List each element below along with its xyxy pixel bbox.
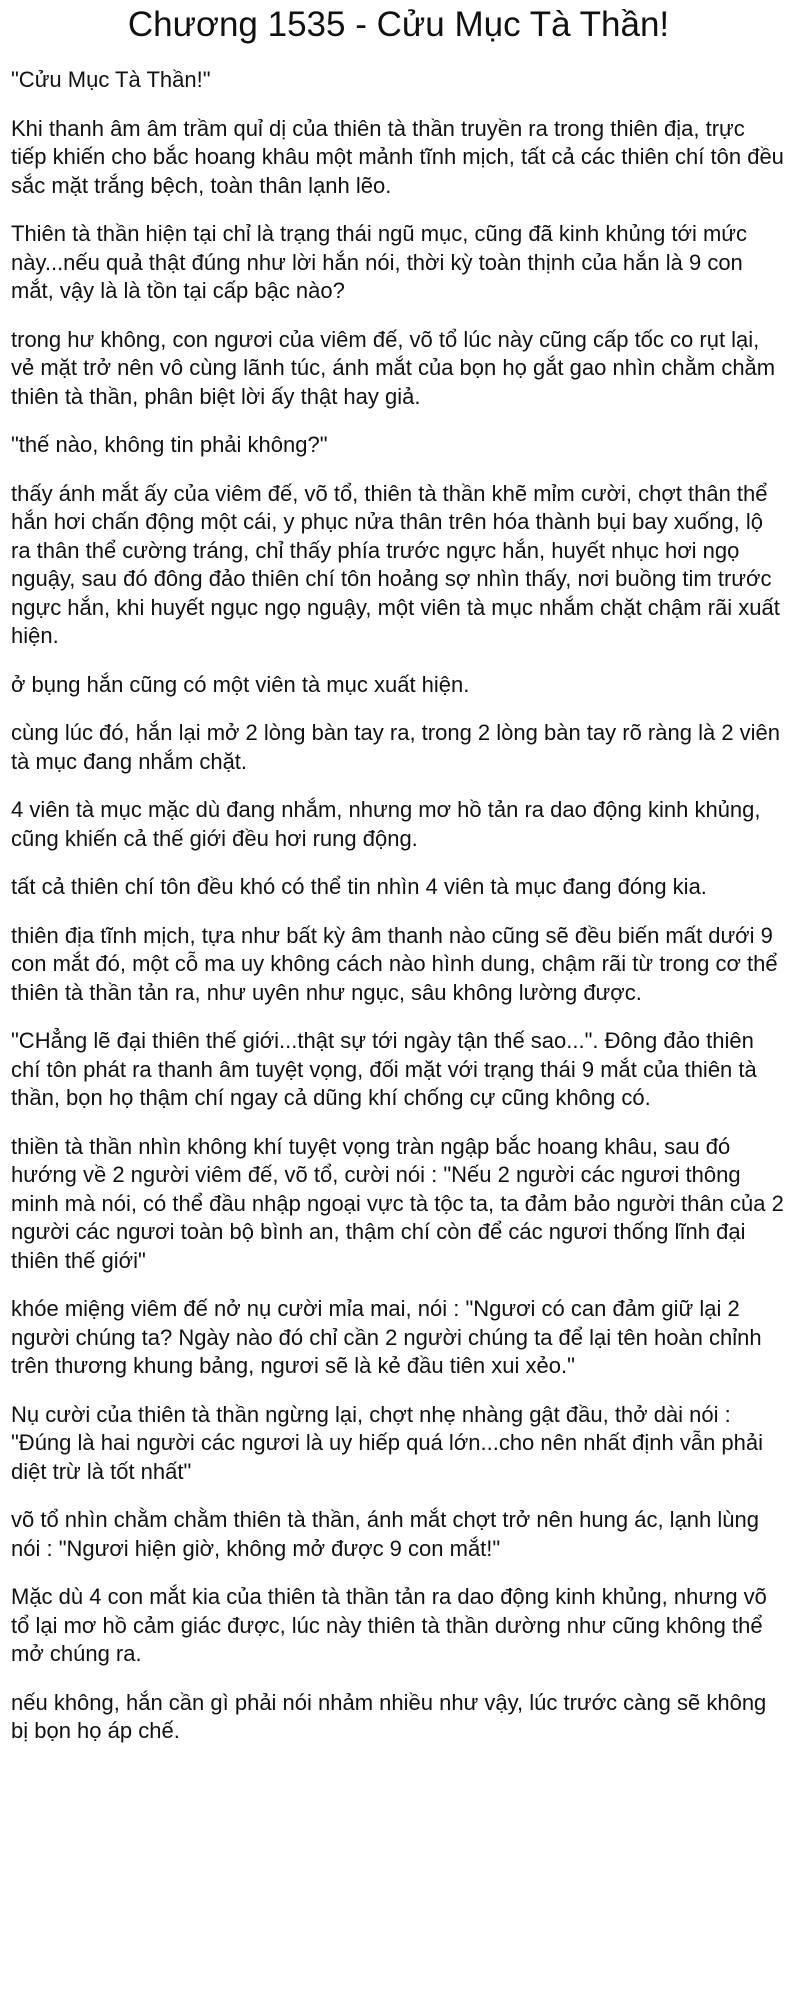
paragraph: ở bụng hắn cũng có một viên tà mục xuất hiện.	[11, 671, 470, 697]
paragraph: võ tổ nhìn chằm chằm thiên tà thần, ánh mắt chợt trở nên hung ác, lạnh lùng nói : "Ngươi hiện giờ, không mở được 9 con mắt!"	[11, 1507, 759, 1561]
paragraph: nếu không, hắn cần gì phải nói nhảm nhiều như vậy, lúc trước càng sẽ không bị bọn họ áp chế.	[11, 1689, 767, 1743]
paragraph: "thế nào, không tin phải không?"	[11, 432, 328, 457]
paragraph: thấy ánh mắt ấy của viêm đế, võ tổ, thiên tà thần khẽ mỉm cười, chợt thân thể hắn hơi chấn động một cái, y phục nửa thân trên hóa thành bụi bay xuống, lộ ra thân thể cường tráng, chỉ thấy phía trước ngực hắn, huyết nhục hơi ngọ nguậy, sau đó đông đảo thiên chí tôn hoảng sợ nhìn thấy, nơi buồng tim trước ngực hắn, khi huyết ngục ngọ nguậy, một viên tà mục nhắm chặt chậm rãi xuất hiện.	[11, 480, 780, 648]
paragraph: khóe miệng viêm đế nở nụ cười mỉa mai, nói : "Ngươi có can đảm giữ lại 2 người chúng ta? Ngày nào đó chỉ cần 2 người chúng ta để lại tên hoàn chỉnh trên thương khung bảng, ngươi sẽ là kẻ đầu tiên xui xẻo."	[11, 1296, 762, 1378]
paragraph: Nụ cười của thiên tà thần ngừng lại, chợt nhẹ nhàng gật đầu, thở dài nói : "Đúng là hai người các ngươi là uy hiếp quá lớn...cho nên nhất định vẫn phải diệt trừ là tốt nhất"	[11, 1401, 764, 1484]
paragraph: 4 viên tà mục mặc dù đang nhắm, nhưng mơ hồ tản ra dao động kinh khủng, cũng khiến cả thế giới đều hơi rung động.	[11, 797, 761, 851]
paragraph: cùng lúc đó, hắn lại mở 2 lòng bàn tay ra, trong 2 lòng bàn tay rõ ràng là 2 viên tà mục đang nhắm chặt.	[11, 720, 781, 774]
paragraph: "Cửu Mục Tà Thần!"	[11, 67, 211, 92]
paragraph: thiền tà thần nhìn không khí tuyệt vọng tràn ngập bắc hoang khâu, sau đó hướng về 2 người viêm đế, võ tổ, cười nói : "Nếu 2 người các ngươi thông minh mà nói, có thể đầu nhập ngoại vực tà tộc ta, ta đảm bảo người thân của 2 người các ngươi toàn bộ bình an, thậm chí còn để các ngươi thống lĩnh đại thiên thế giới"	[11, 1133, 784, 1273]
paragraph: thiên địa tĩnh mịch, tựa như bất kỳ âm thanh nào cũng sẽ đều biến mất dưới 9 con mắt đó, một cỗ ma uy không cách nào hình dung, chậm rãi từ trong cơ thể thiên tà thần tản ra, như uyên như ngục, sâu không lường được.	[11, 922, 778, 1005]
paragraph: "CHẳng lẽ đại thiên thế giới...thật sự tới ngày tận thế sao...". Đông đảo thiên chí tôn phát ra thanh âm tuyệt vọng, đối mặt với trạng thái 9 mắt của thiên tà thần, bọn họ thậm chí ngay cả dũng khí chống cự cũng không có.	[11, 1028, 757, 1110]
paragraph: Thiên tà thần hiện tại chỉ là trạng thái ngũ mục, cũng đã kinh khủng tới mức này...nếu quả thật đúng như lời hắn nói, thời kỳ toàn thịnh của hắn là 9 con mắt, vậy là là tồn tại cấp bậc nào?	[11, 221, 748, 303]
paragraph: trong hư không, con ngươi của viêm đế, võ tổ lúc này cũng cấp tốc co rụt lại, vẻ mặt trở nên vô cùng lãnh túc, ánh mắt của bọn họ gắt gao nhìn chằm chằm thiên tà thần, phân biệt lời ấy thật hay giả.	[11, 326, 776, 409]
paragraph: Mặc dù 4 con mắt kia của thiên tà thần tản ra dao động kinh khủng, nhưng võ tổ lại mơ hồ cảm giác được, lúc này thiên tà thần dường như cũng không thể mở chúng ra.	[11, 1584, 767, 1666]
paragraph: Khi thanh âm âm trầm quỉ dị của thiên tà thần truyền ra trong thiên địa, trực tiếp khiến cho bắc hoang khâu một mảnh tĩnh mịch, tất cả các thiên chí tôn đều sắc mặt trắng bệch, toàn thân lạnh lẽo.	[11, 115, 784, 198]
chapter-title: Chương 1535 - Cửu Mục Tà Thần!	[127, 5, 670, 44]
paragraph: tất cả thiên chí tôn đều khó có thể tin nhìn 4 viên tà mục đang đóng kia.	[11, 874, 707, 899]
